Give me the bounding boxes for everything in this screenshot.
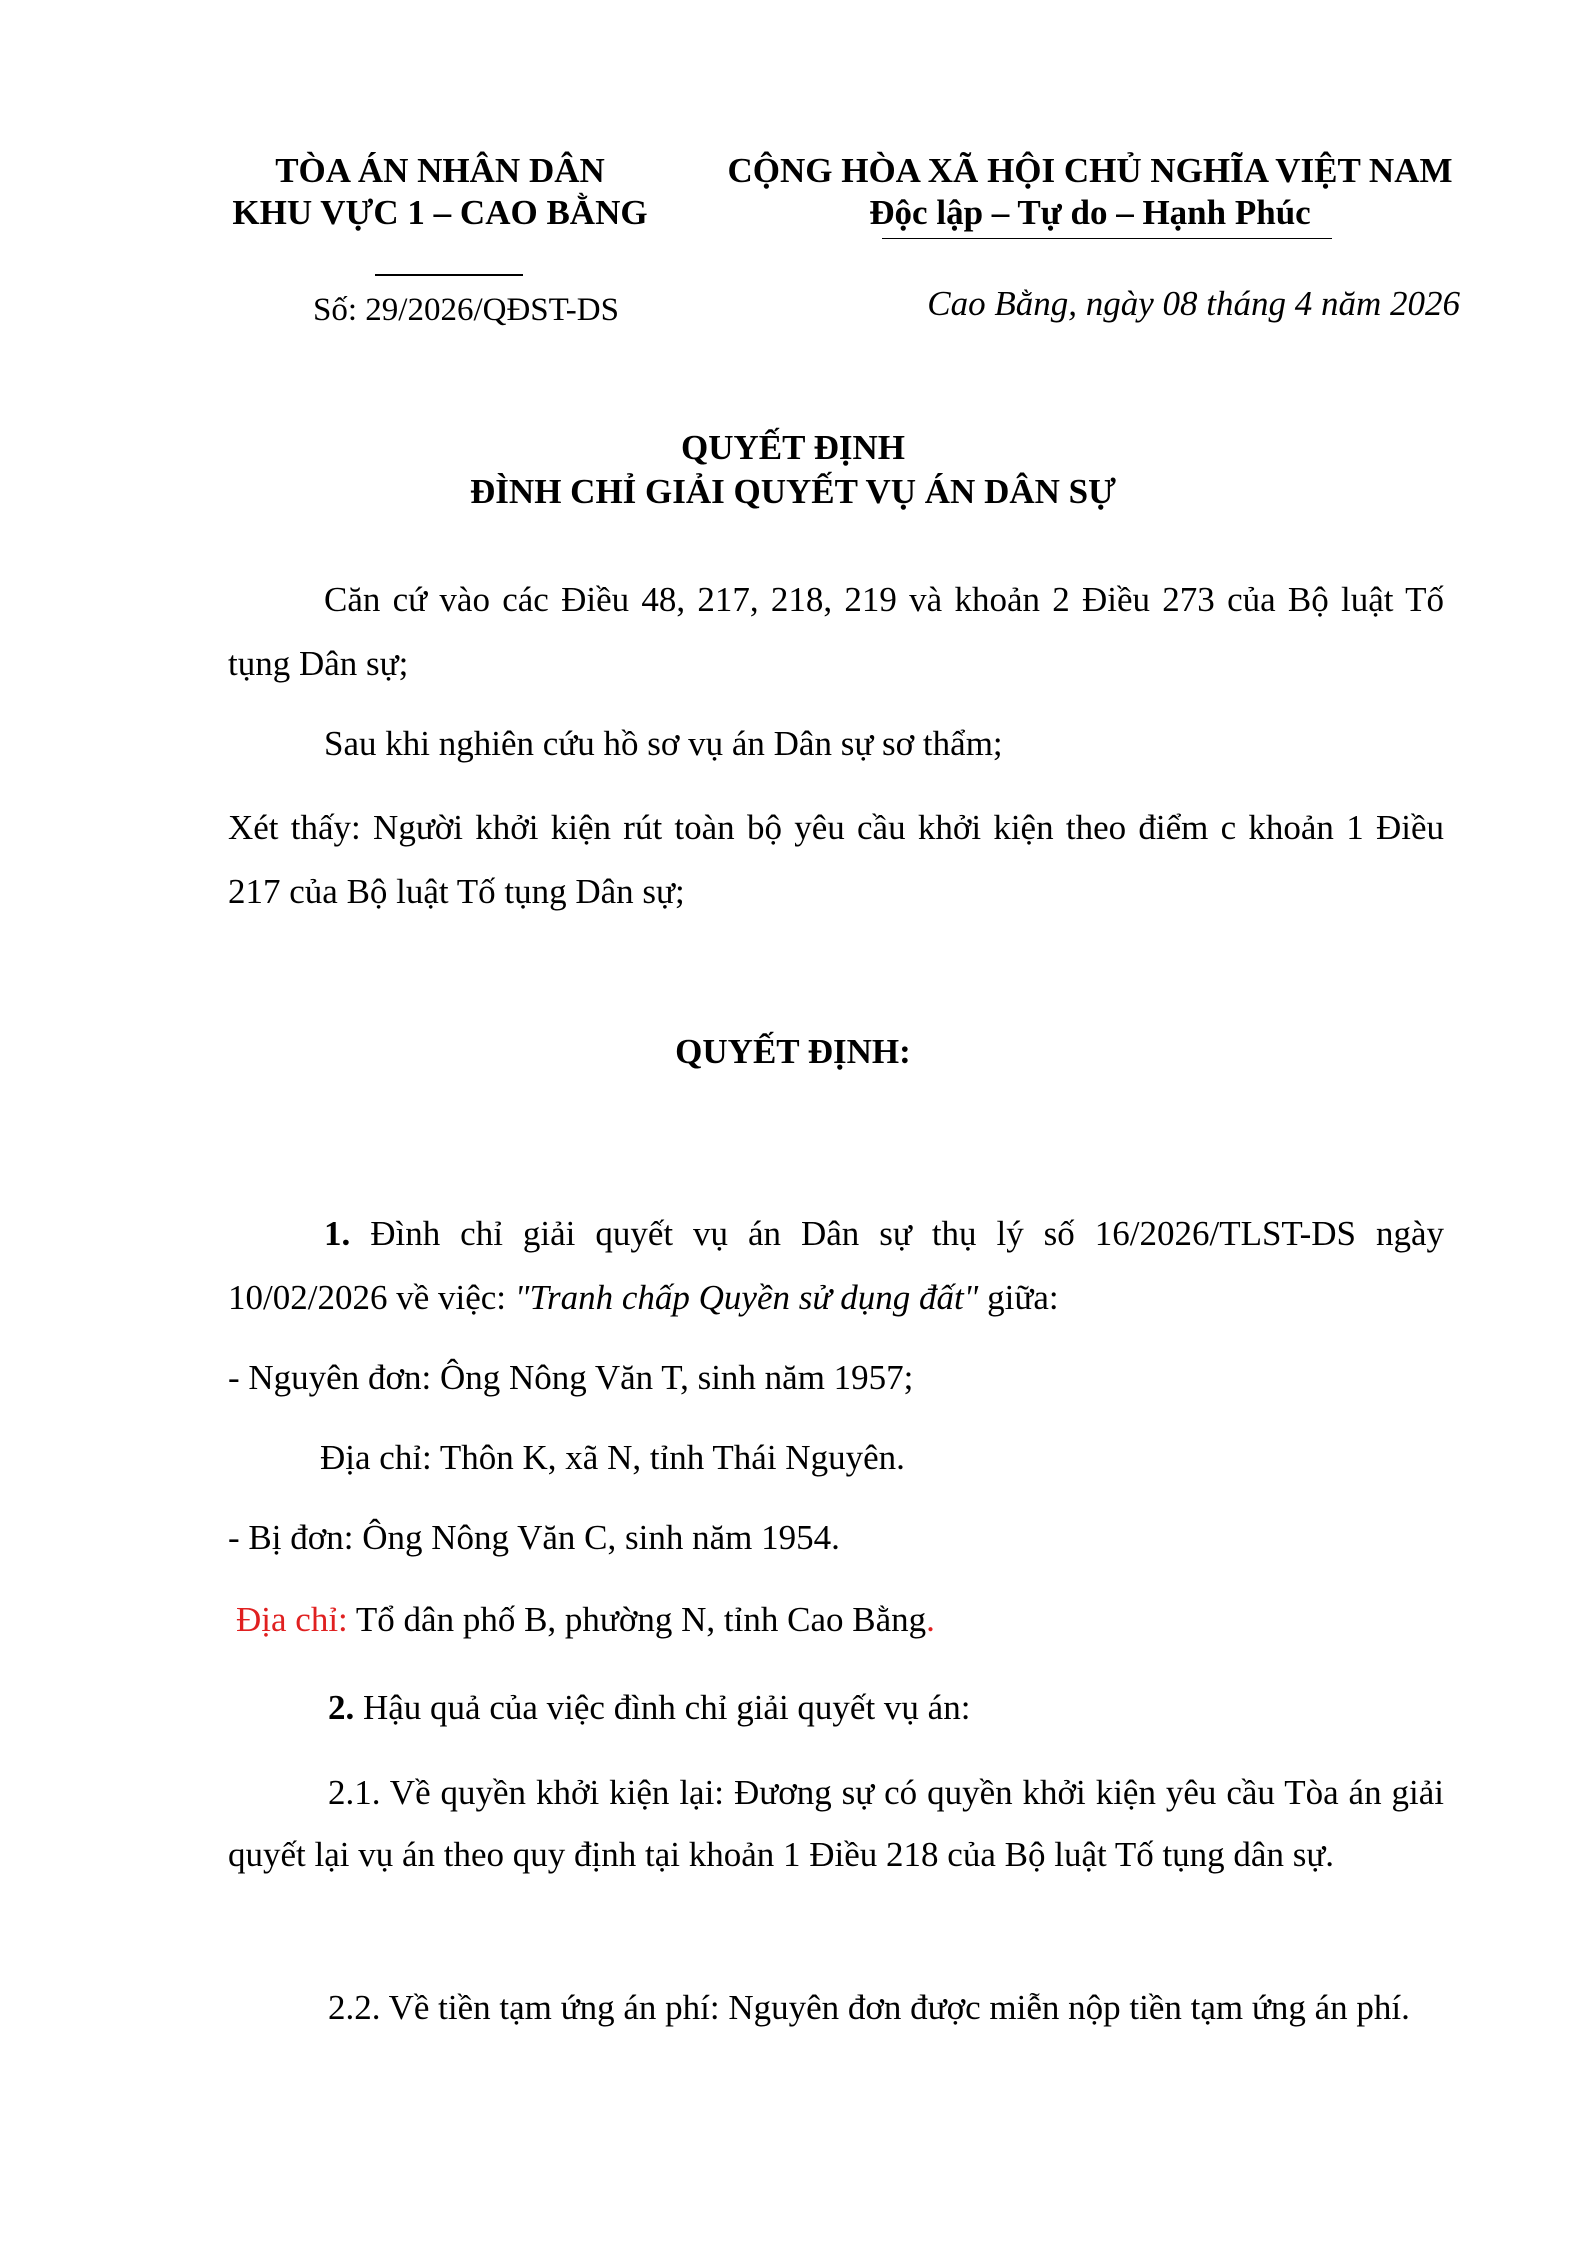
decision-title: QUYẾT ĐỊNH: [681, 428, 905, 467]
defendant-address-end: .: [926, 1600, 935, 1639]
defendant-address-value: Tổ dân phố B, phường N, tỉnh Cao Bằng: [347, 1600, 927, 1639]
country-motto-underline: [882, 238, 1332, 239]
decision-heading: QUYẾT ĐỊNH:: [675, 1032, 911, 1071]
defendant: - Bị đơn: Ông Nông Văn C, sinh năm 1954.: [228, 1518, 840, 1557]
country-name: CỘNG HÒA XÃ HỘI CHỦ NGHĨA VIỆT NAM: [727, 151, 1453, 190]
plaintiff: - Nguyên đơn: Ông Nông Văn T, sinh năm 1957;: [228, 1358, 914, 1397]
item-2: [328, 1682, 1444, 1733]
item-1-text-end: giữa:: [978, 1278, 1059, 1317]
case-review: Sau khi nghiên cứu hồ sơ vụ án Dân sự sơ thẩm;: [324, 724, 1003, 763]
defendant-address: [236, 1594, 1444, 1645]
defendant-address-label: Địa chỉ:: [236, 1600, 348, 1639]
document-number: Số: 29/2026/QĐST-DS: [313, 292, 619, 328]
findings: Xét thấy: Người khởi kiện rút toàn bộ yêu cầu khởi kiện theo điểm c khoản 1 Điều 217 của Bộ luật Tố tụng Dân sự;: [228, 808, 1444, 911]
item-2-2: 2.2. Về tiền tạm ứng án phí: Nguyên đơn được miễn nộp tiền tạm ứng án phí.: [328, 1988, 1410, 2027]
item-1-number: 1.: [324, 1214, 351, 1253]
item-2-1: 2.1. Về quyền khởi kiện lại: Đương sự có quyền khởi kiện yêu cầu Tòa án giải quyết lại vụ án theo quy định tại khoản 1 Điều 218 của Bộ luật Tố tụng dân sự.: [228, 1773, 1444, 1874]
place-date: Cao Bằng, ngày 08 tháng 4 năm 2026: [927, 284, 1460, 323]
item-2-text: Hậu quả của việc đình chỉ giải quyết vụ án:: [354, 1688, 971, 1727]
item-2-number: 2.: [328, 1688, 355, 1727]
plaintiff-address: Địa chỉ: Thôn K, xã N, tỉnh Thái Nguyên.: [320, 1438, 905, 1477]
legal-basis: Căn cứ vào các Điều 48, 217, 218, 219 và khoản 2 Điều 273 của Bộ luật Tố tụng Dân sự;: [228, 580, 1444, 683]
item-1: [228, 1202, 1444, 1330]
decision-subtitle: ĐÌNH CHỈ GIẢI QUYẾT VỤ ÁN DÂN SỰ: [470, 472, 1116, 511]
court-name-underline: [375, 274, 523, 276]
item-1-text: Đình chỉ giải quyết vụ án Dân sự thụ lý số 16/2026/TLST-DS ngày 10/02/2026 về việc:: [228, 1214, 1444, 1317]
court-name-line2: KHU VỰC 1 – CAO BẰNG: [232, 193, 648, 232]
country-motto: Độc lập – Tự do – Hạnh Phúc: [869, 193, 1311, 232]
court-name-line1: TÒA ÁN NHÂN DÂN: [275, 151, 605, 190]
case-title: "Tranh chấp Quyền sử dụng đất": [514, 1278, 979, 1317]
